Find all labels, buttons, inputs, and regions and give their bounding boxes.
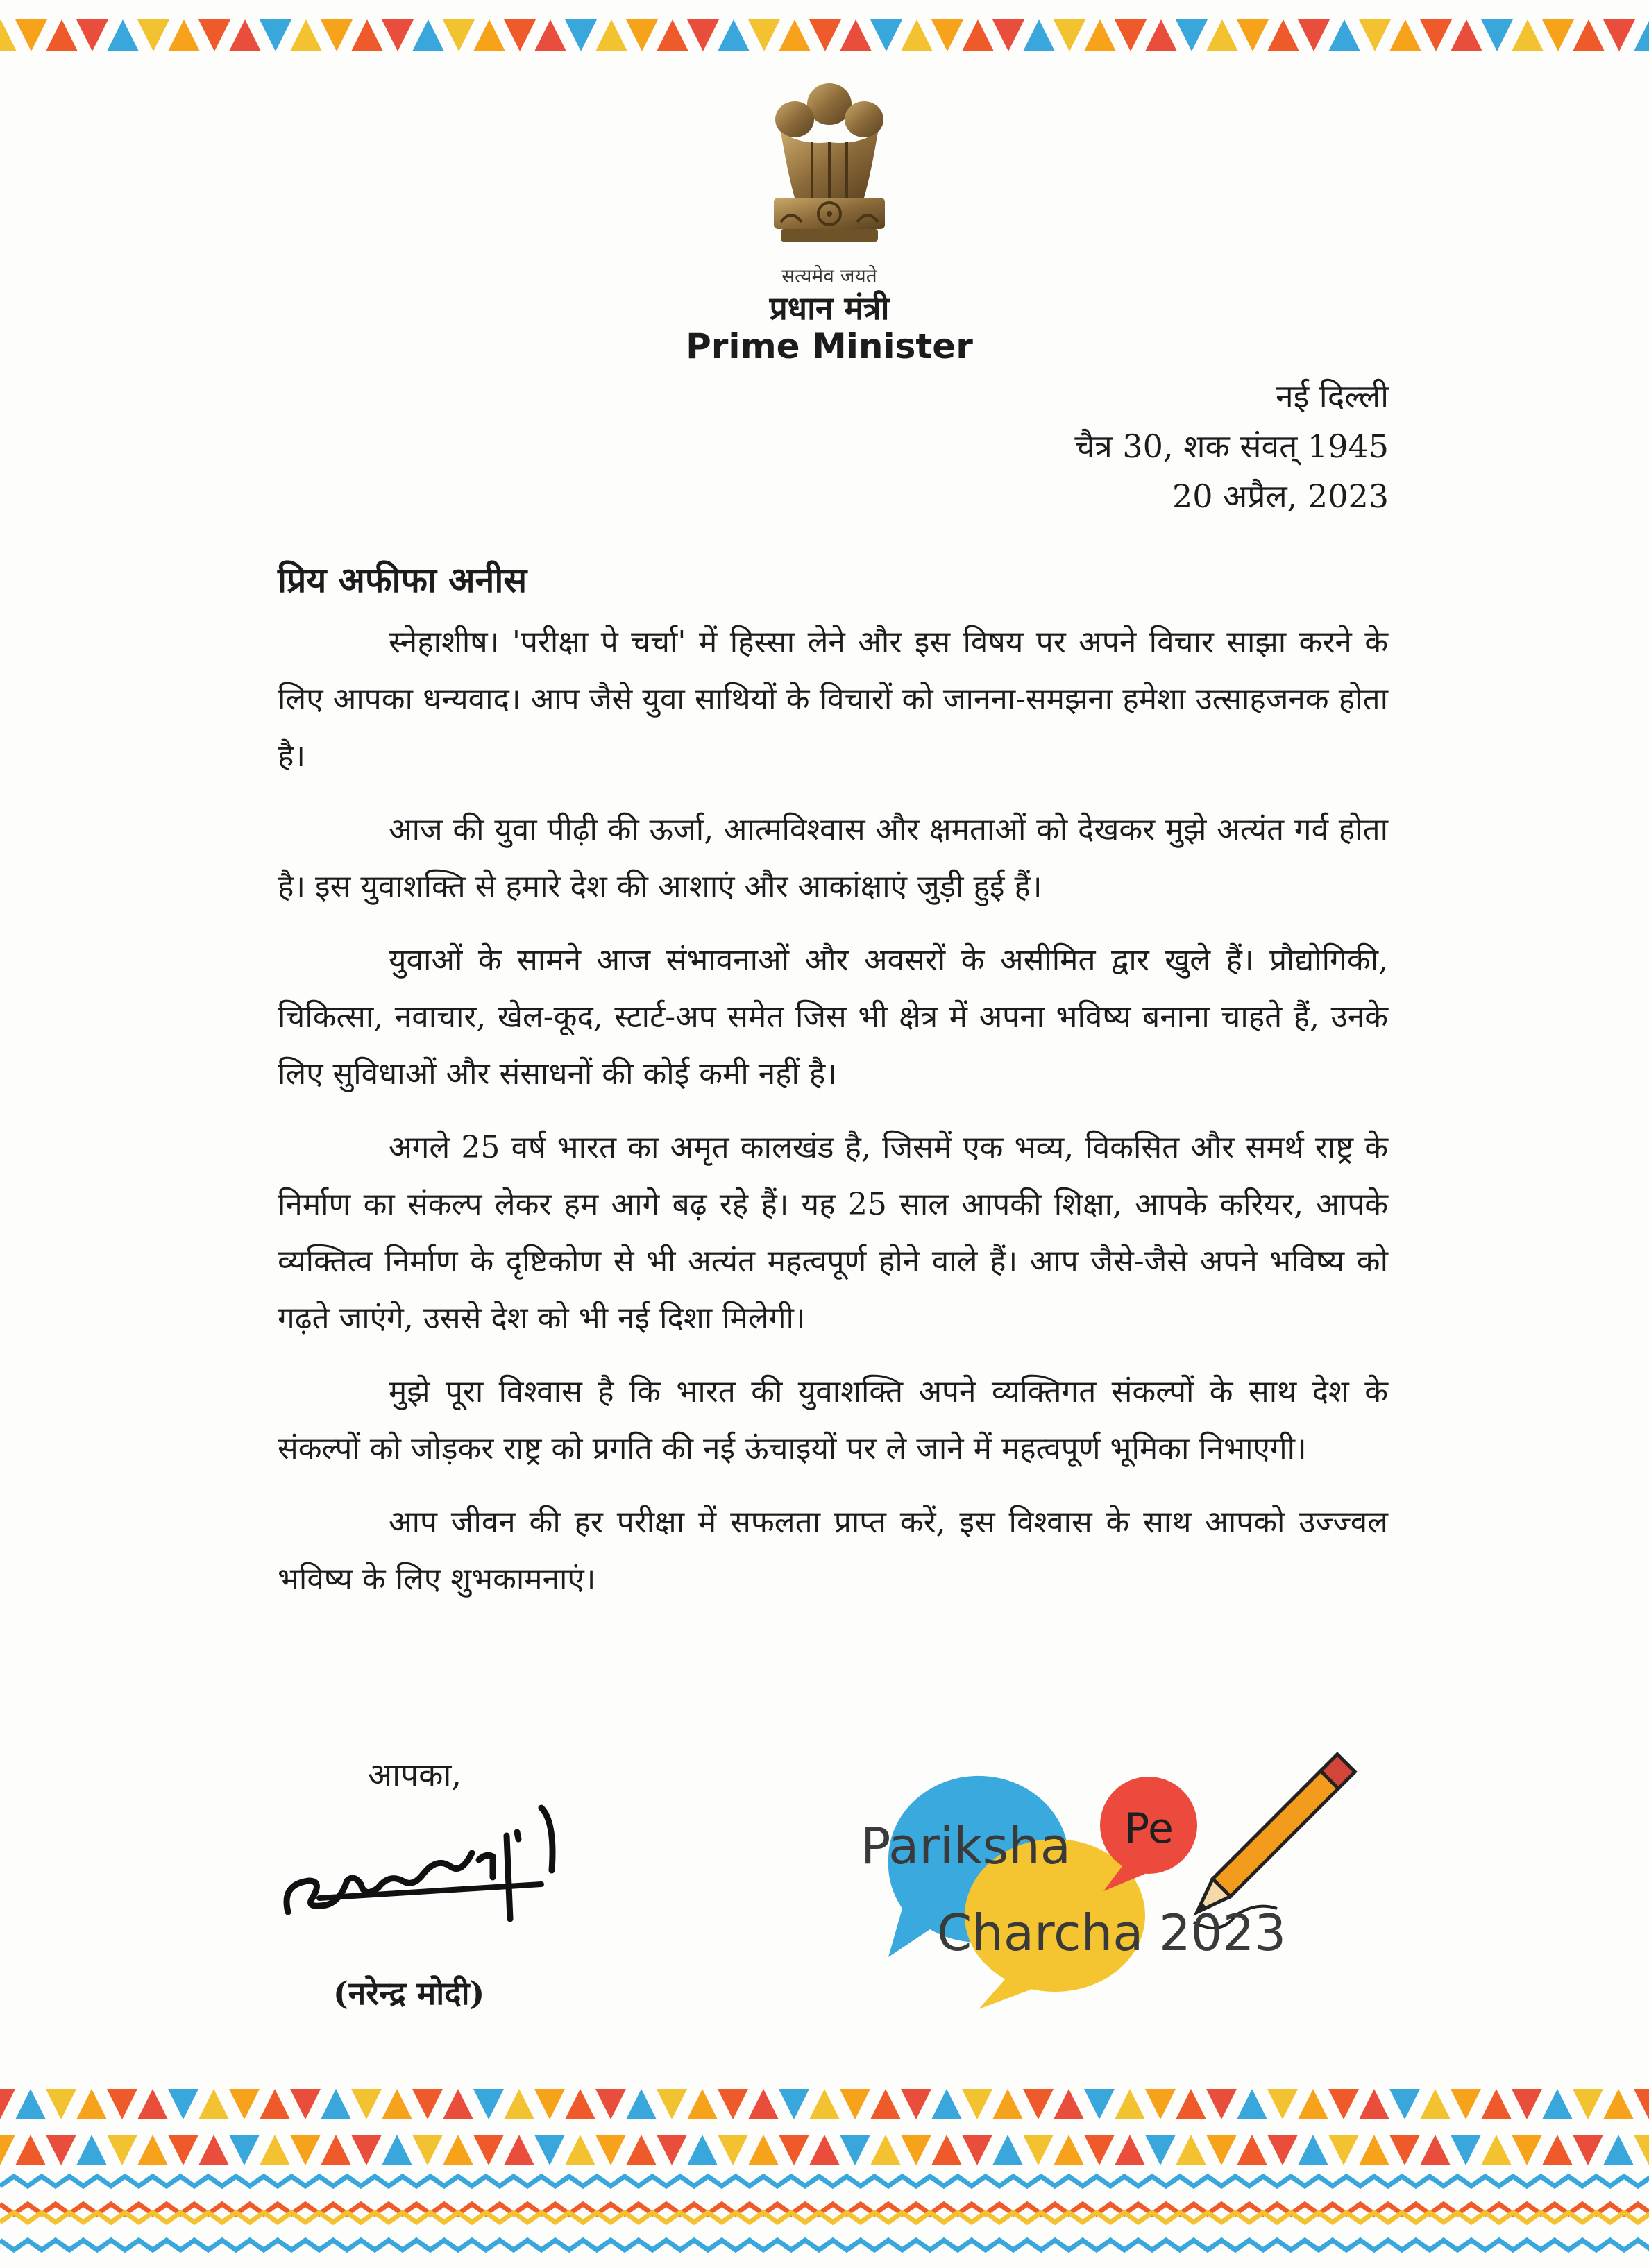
border-triangle: [412, 19, 444, 51]
border-triangle: [1298, 19, 1330, 51]
border-triangle: [1206, 2135, 1237, 2165]
border-triangle: [962, 19, 994, 51]
border-triangle: [198, 2089, 229, 2119]
border-triangle: [290, 19, 322, 51]
border-triangle: [382, 2135, 412, 2165]
border-triangle: [657, 2135, 687, 2165]
border-triangle: [779, 2135, 809, 2165]
border-triangle: [1359, 19, 1391, 51]
border-triangle: [1023, 19, 1055, 51]
border-triangle: [107, 2089, 137, 2119]
border-triangle: [1420, 2089, 1451, 2119]
border-triangle: [748, 2089, 779, 2119]
border-triangle: [657, 2089, 687, 2119]
border-triangle: [870, 2089, 901, 2119]
border-triangle: [534, 19, 566, 51]
border-triangle: [931, 2135, 962, 2165]
border-triangle: [718, 2135, 748, 2165]
border-triangle: [1267, 2089, 1298, 2119]
border-triangle: [504, 2135, 534, 2165]
border-triangle: [1634, 19, 1649, 51]
border-triangle: [168, 19, 200, 51]
border-triangle: [779, 2089, 809, 2119]
border-triangle: [626, 2089, 657, 2119]
border-triangle: [76, 19, 108, 51]
border-triangle: [1267, 2135, 1298, 2165]
border-triangle: [1420, 19, 1452, 51]
border-zigzag-line: [0, 2176, 1649, 2186]
border-triangle: [718, 2089, 748, 2119]
border-triangle: [1573, 2135, 1603, 2165]
border-triangle: [260, 2135, 290, 2165]
border-zigzag-line: [0, 2212, 1649, 2222]
border-triangle: [626, 2135, 657, 2165]
border-triangle: [626, 19, 658, 51]
border-triangle: [1328, 19, 1360, 51]
border-triangle: [412, 2089, 443, 2119]
border-triangle: [962, 2089, 992, 2119]
border-triangle: [565, 2089, 595, 2119]
border-triangle: [962, 2135, 992, 2165]
border-triangle: [412, 2135, 443, 2165]
office-title-english: Prime Minister: [686, 326, 973, 366]
border-triangle: [46, 2135, 76, 2165]
border-triangle: [504, 19, 536, 51]
national-emblem-icon: [753, 76, 906, 264]
border-triangle: [1603, 2135, 1634, 2165]
border-triangle: [748, 19, 780, 51]
border-triangle: [351, 2135, 382, 2165]
border-triangle: [1542, 2089, 1573, 2119]
border-triangle: [290, 2135, 321, 2165]
border-triangle: [1512, 2135, 1542, 2165]
signatory-name: (नरेन्द्र मोदी): [333, 1974, 485, 2012]
border-triangle: [382, 19, 414, 51]
border-triangle: [137, 2089, 168, 2119]
border-triangle: [1237, 2089, 1267, 2119]
border-triangle: [992, 19, 1024, 51]
border-triangle: [1542, 19, 1574, 51]
border-triangle: [1115, 2089, 1145, 2119]
border-triangle: [46, 2089, 76, 2119]
border-triangle: [840, 2089, 870, 2119]
border-triangle: [229, 2135, 260, 2165]
border-triangle: [1176, 2135, 1206, 2165]
top-triangle-border: [0, 12, 1649, 61]
saka-date: चैत्र 30, शक संवत् 1945: [1074, 428, 1389, 465]
border-triangle: [443, 2135, 473, 2165]
border-triangle: [1573, 2089, 1603, 2119]
border-triangle: [1206, 19, 1238, 51]
paragraph: आज की युवा पीढ़ी की ऊर्जा, आत्मविश्वास और क्षमताओं को देखकर मुझे अत्यंत गर्व होता है। इस युवाशक्ति से हमारे देश की आशाएं और आकांक्षाएं जुड़ी हुई हैं।: [278, 812, 1388, 904]
border-triangle: [1145, 2135, 1176, 2165]
border-triangle: [1512, 2089, 1542, 2119]
border-triangle: [565, 19, 597, 51]
border-triangle: [473, 2135, 504, 2165]
border-triangle: [901, 19, 933, 51]
border-triangle: [1298, 2135, 1328, 2165]
border-triangle: [809, 2135, 840, 2165]
border-triangle: [1542, 2135, 1573, 2165]
border-triangle: [1115, 2135, 1145, 2165]
border-triangle: [840, 19, 872, 51]
gregorian-date: 20 अप्रैल, 2023: [1172, 477, 1389, 515]
border-triangle: [0, 2135, 15, 2165]
border-triangle: [260, 2089, 290, 2119]
border-triangle: [779, 19, 811, 51]
border-triangle: [473, 19, 505, 51]
border-triangle: [198, 2135, 229, 2165]
border-triangle: [1451, 2089, 1481, 2119]
border-triangle: [870, 2135, 901, 2165]
border-triangle: [198, 19, 230, 51]
border-triangle: [1054, 2135, 1084, 2165]
border-triangle: [1634, 2089, 1649, 2119]
border-triangle: [1359, 2089, 1389, 2119]
logo-word-pariksha: Pariksha: [861, 1817, 1071, 1875]
border-triangle: [290, 2089, 321, 2119]
office-title-hindi: प्रधान मंत्री: [769, 289, 890, 327]
border-triangle: [1023, 2089, 1054, 2119]
border-triangle: [15, 2089, 46, 2119]
border-triangle: [229, 19, 261, 51]
border-triangle: [1389, 2135, 1420, 2165]
border-triangle: [1145, 2089, 1176, 2119]
border-triangle: [1451, 2135, 1481, 2165]
border-triangle: [1176, 19, 1208, 51]
border-triangle: [534, 2135, 565, 2165]
border-triangle: [1176, 2089, 1206, 2119]
paragraph: स्नेहाशीष। 'परीक्षा पे चर्चा' में हिस्सा लेने और इस विषय पर अपने विचार साझा करने के लिए आपका धन्यवाद। आप जैसे युवा साथियों के विचारों को जानना-समझना हमेशा उत्साहजनक होता है।: [278, 625, 1388, 774]
logo-word-charcha: Charcha: [937, 1904, 1144, 1962]
salutation: प्रिय अफीफा अनीस: [278, 559, 527, 600]
border-triangle: [1145, 19, 1177, 51]
closing: आपका,: [368, 1756, 462, 1793]
border-triangle: [840, 2135, 870, 2165]
border-triangle: [1389, 2089, 1420, 2119]
letter-body: [278, 552, 1388, 1625]
border-triangle: [1237, 19, 1269, 51]
border-triangle: [931, 19, 963, 51]
border-triangle: [15, 2135, 46, 2165]
border-triangle: [321, 19, 353, 51]
border-triangle: [870, 19, 902, 51]
border-triangle: [321, 2089, 351, 2119]
border-triangle: [992, 2135, 1023, 2165]
dateline: [1074, 371, 1389, 521]
border-triangle: [1481, 2089, 1512, 2119]
border-triangle: [1267, 19, 1299, 51]
border-triangle: [1481, 19, 1513, 51]
border-triangle: [687, 2135, 718, 2165]
border-triangle: [1084, 19, 1116, 51]
border-triangle: [473, 2089, 504, 2119]
border-triangle: [565, 2135, 595, 2165]
border-triangle: [1054, 2089, 1084, 2119]
border-triangle: [1115, 19, 1147, 51]
border-triangle: [137, 19, 169, 51]
border-triangle: [595, 2089, 626, 2119]
border-triangle: [443, 19, 475, 51]
border-triangle: [901, 2089, 931, 2119]
national-motto: सत्यमेव जयते: [781, 264, 877, 287]
border-triangle: [168, 2135, 198, 2165]
border-triangle: [15, 19, 47, 51]
border-triangle: [260, 19, 291, 51]
paragraph: मुझे पूरा विश्वास है कि भारत की युवाशक्ति अपने व्यक्तिगत संकल्पों के साथ देश के संकल्पों को जोड़कर राष्ट्र को प्रगति की नई ऊंचाइयों पर ले जाने में महत्वपूर्ण भूमिका निभाएगी।: [278, 1374, 1388, 1466]
border-triangle: [107, 19, 139, 51]
border-triangle: [1420, 2135, 1451, 2165]
border-triangle: [76, 2135, 107, 2165]
border-triangle: [321, 2135, 351, 2165]
border-triangle: [46, 19, 78, 51]
border-triangle: [1573, 19, 1605, 51]
border-triangle: [1328, 2135, 1359, 2165]
border-triangle: [1359, 2135, 1389, 2165]
border-triangle: [1328, 2089, 1359, 2119]
border-triangle: [748, 2135, 779, 2165]
border-zigzag-line: [0, 2240, 1649, 2250]
border-triangle: [1206, 2089, 1237, 2119]
logo-word-pe: Pe: [1124, 1804, 1174, 1853]
border-triangle: [718, 19, 750, 51]
border-triangle: [901, 2135, 931, 2165]
border-triangle: [443, 2089, 473, 2119]
border-triangle: [1084, 2089, 1115, 2119]
border-triangle: [1481, 2135, 1512, 2165]
paragraph: आप जीवन की हर परीक्षा में सफलता प्राप्त करें, इस विश्वास के साथ आपको उज्ज्वल भविष्य के लिए शुभकामनाएं।: [278, 1505, 1388, 1597]
border-triangle: [351, 2089, 382, 2119]
border-triangle: [534, 2089, 565, 2119]
place: नई दिल्ली: [1276, 378, 1389, 415]
border-triangle: [76, 2089, 107, 2119]
handwritten-signature: [278, 1794, 583, 1940]
border-triangle: [1298, 2089, 1328, 2119]
border-triangle: [1023, 2135, 1054, 2165]
border-triangle: [168, 2089, 198, 2119]
border-triangle: [687, 2089, 718, 2119]
border-triangle: [992, 2089, 1023, 2119]
border-triangle: [382, 2089, 412, 2119]
border-triangle: [137, 2135, 168, 2165]
border-triangle: [1603, 19, 1635, 51]
border-triangle: [1451, 19, 1482, 51]
border-triangle: [1389, 19, 1421, 51]
border-triangle: [657, 19, 688, 51]
border-triangle: [1237, 2135, 1267, 2165]
border-triangle: [351, 19, 383, 51]
border-triangle: [0, 19, 17, 51]
border-triangle: [595, 2135, 626, 2165]
border-triangle: [1603, 2089, 1634, 2119]
border-triangle: [107, 2135, 137, 2165]
paragraph: युवाओं के सामने आज संभावनाओं और अवसरों के असीमित द्वार खुले हैं। प्रौद्योगिकी, चिकित्सा, नवाचार, खेल-कूद, स्टार्ट-अप समेत जिस भी क्षेत्र में अपना भविष्य बनाना चाहते हैं, उनके लिए सुविधाओं और संसाधनों की कोई कमी नहीं है।: [278, 942, 1388, 1092]
pariksha-pe-charcha-logo: [833, 1721, 1388, 2013]
logo-year: 2023: [1159, 1904, 1287, 1962]
border-triangle: [687, 19, 719, 51]
border-triangle: [1512, 19, 1544, 51]
border-triangle: [1054, 19, 1085, 51]
border-triangle: [229, 2089, 260, 2119]
border-triangle: [504, 2089, 534, 2119]
border-triangle: [931, 2089, 962, 2119]
border-triangle: [595, 19, 627, 51]
border-triangle: [1634, 2135, 1649, 2165]
border-triangle: [809, 19, 841, 51]
paragraph: अगले 25 वर्ष भारत का अमृत कालखंड है, जिसमें एक भव्य, विकसित और समर्थ राष्ट्र के निर्माण का संकल्प लेकर हम आगे बढ़ रहे हैं। यह 25 साल आपकी शिक्षा, आपके करियर, आपके व्यक्तित्व निर्माण के दृष्टिकोण से भी अत्यंत महत्वपूर्ण होने वाले हैं। आप जैसे-जैसे अपने भविष्य को गढ़ते जाएंगे, उससे देश को भी नई दिशा मिलेगी।: [278, 1130, 1388, 1336]
border-triangle: [0, 2089, 15, 2119]
bottom-triangle-border: [0, 2089, 1649, 2262]
border-triangle: [1084, 2135, 1115, 2165]
border-triangle: [809, 2089, 840, 2119]
